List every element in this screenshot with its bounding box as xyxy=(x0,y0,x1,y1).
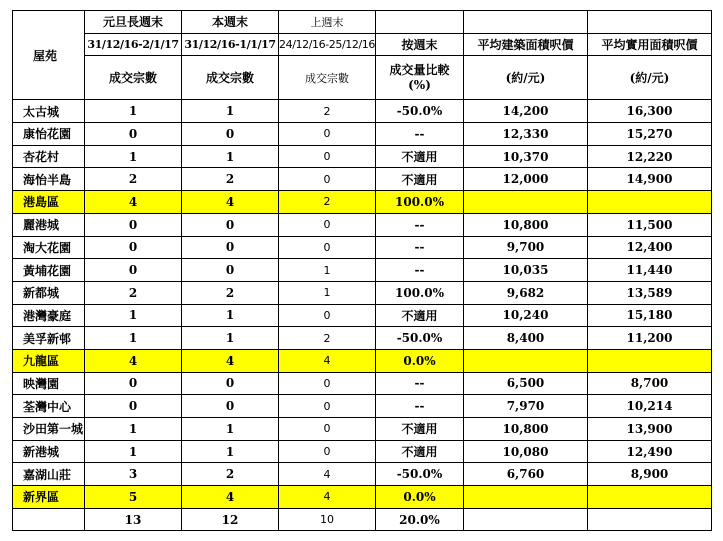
this-weekend-count: 4 xyxy=(182,191,279,214)
build-price-value: 9,700 xyxy=(464,236,588,259)
ratio-value: -50.0% xyxy=(376,463,464,486)
build-price-value xyxy=(464,349,588,372)
build-price-value xyxy=(464,508,588,531)
saleable-price-value xyxy=(588,486,712,509)
district-subtotal-row xyxy=(13,349,712,372)
table-row xyxy=(13,213,712,236)
estate-name: 黃埔花園 xyxy=(13,259,85,282)
last-weekend-count: 1 xyxy=(279,259,376,282)
header-row-1 xyxy=(13,11,712,34)
last-weekend-count: 4 xyxy=(279,463,376,486)
long-weekend-count: 3 xyxy=(85,463,182,486)
header-blank xyxy=(464,11,588,34)
table-row xyxy=(13,440,712,463)
estate-name: 杏花村 xyxy=(13,145,85,168)
ratio-subheader xyxy=(376,56,464,100)
table-row xyxy=(13,236,712,259)
this-weekend-subheader: 成交宗數 xyxy=(182,56,279,100)
last-weekend-count: 0 xyxy=(279,123,376,146)
table-row xyxy=(13,281,712,304)
this-weekend-count: 2 xyxy=(182,168,279,191)
saleable-price-value: 14,900 xyxy=(588,168,712,191)
last-weekend-count: 2 xyxy=(279,327,376,350)
saleable-price-value: 11,200 xyxy=(588,327,712,350)
build-price-value: 10,800 xyxy=(464,418,588,441)
ratio-value: 20.0% xyxy=(376,508,464,531)
last-weekend-count: 0 xyxy=(279,395,376,418)
table-row xyxy=(13,259,712,282)
build-price-value: 10,080 xyxy=(464,440,588,463)
long-weekend-count: 5 xyxy=(85,486,182,509)
this-weekend-date-range: 31/12/16-1/1/17 xyxy=(182,33,279,56)
saleable-price-unit: (約/元) xyxy=(588,56,712,100)
estate-name: 康怡花園 xyxy=(13,123,85,146)
header-blank xyxy=(376,11,464,34)
estate-name: 沙田第一城 xyxy=(13,418,85,441)
ratio-value: 不適用 xyxy=(376,145,464,168)
saleable-price-value: 8,700 xyxy=(588,372,712,395)
long-weekend-count: 1 xyxy=(85,304,182,327)
estate-name: 荃灣中心 xyxy=(13,395,85,418)
build-price-value: 10,240 xyxy=(464,304,588,327)
last-weekend-date-range: 24/12/16-25/12/16 xyxy=(279,33,376,56)
last-weekend-count: 0 xyxy=(279,372,376,395)
last-weekend-header: 上週末 xyxy=(279,11,376,34)
ratio-value: -- xyxy=(376,123,464,146)
estate-name: 太古城 xyxy=(13,100,85,123)
build-price-unit: (約/元) xyxy=(464,56,588,100)
ratio-subheader-line1: 成交量比較 xyxy=(389,62,450,77)
table-row xyxy=(13,327,712,350)
header-row-2 xyxy=(13,33,712,56)
last-weekend-count: 1 xyxy=(279,281,376,304)
header-row-3 xyxy=(13,56,712,100)
long-weekend-count: 0 xyxy=(85,395,182,418)
build-price-value: 10,370 xyxy=(464,145,588,168)
ratio-value: 不適用 xyxy=(376,440,464,463)
ratio-value: -- xyxy=(376,395,464,418)
last-weekend-count: 0 xyxy=(279,418,376,441)
transaction-table xyxy=(12,10,712,531)
estate-name: 淘大花園 xyxy=(13,236,85,259)
estate-name: 映灣園 xyxy=(13,372,85,395)
build-price-value xyxy=(464,191,588,214)
saleable-price-value: 13,589 xyxy=(588,281,712,304)
build-price-value: 10,800 xyxy=(464,213,588,236)
estate-name: 港灣豪庭 xyxy=(13,304,85,327)
ratio-value: 0.0% xyxy=(376,349,464,372)
estate-name: 嘉湖山莊 xyxy=(13,463,85,486)
long-weekend-count: 1 xyxy=(85,440,182,463)
saleable-price-value xyxy=(588,508,712,531)
build-price-value: 9,682 xyxy=(464,281,588,304)
long-weekend-subheader: 成交宗數 xyxy=(85,56,182,100)
build-price-value: 12,000 xyxy=(464,168,588,191)
saleable-price-value: 12,400 xyxy=(588,236,712,259)
saleable-price-value: 12,220 xyxy=(588,145,712,168)
saleable-price-header: 平均實用面積呎價 xyxy=(588,33,712,56)
this-weekend-count: 1 xyxy=(182,327,279,350)
build-price-value: 6,500 xyxy=(464,372,588,395)
estate-name: 新界區 xyxy=(13,486,85,509)
table-row xyxy=(13,168,712,191)
build-price-value: 10,035 xyxy=(464,259,588,282)
table-row xyxy=(13,123,712,146)
ratio-value: 不適用 xyxy=(376,304,464,327)
this-weekend-count: 0 xyxy=(182,259,279,282)
table-row xyxy=(13,395,712,418)
estate-name: 九龍區 xyxy=(13,349,85,372)
ratio-value: -- xyxy=(376,372,464,395)
saleable-price-value: 16,300 xyxy=(588,100,712,123)
this-weekend-count: 0 xyxy=(182,213,279,236)
long-weekend-count: 1 xyxy=(85,100,182,123)
build-price-header: 平均建築面積呎價 xyxy=(464,33,588,56)
last-weekend-count: 10 xyxy=(279,508,376,531)
ratio-header: 按週末 xyxy=(376,33,464,56)
saleable-price-value: 11,440 xyxy=(588,259,712,282)
long-weekend-count: 0 xyxy=(85,123,182,146)
build-price-value: 6,760 xyxy=(464,463,588,486)
long-weekend-count: 1 xyxy=(85,418,182,441)
this-weekend-count: 2 xyxy=(182,281,279,304)
saleable-price-value xyxy=(588,349,712,372)
ratio-value: 不適用 xyxy=(376,418,464,441)
table-row xyxy=(13,418,712,441)
this-weekend-count: 0 xyxy=(182,236,279,259)
last-weekend-count: 0 xyxy=(279,304,376,327)
ratio-value: 100.0% xyxy=(376,281,464,304)
ratio-value: 100.0% xyxy=(376,191,464,214)
table-body xyxy=(13,11,712,531)
ratio-value: 不適用 xyxy=(376,168,464,191)
last-weekend-count: 0 xyxy=(279,236,376,259)
district-subtotal-row xyxy=(13,486,712,509)
ratio-value: 0.0% xyxy=(376,486,464,509)
long-weekend-count: 0 xyxy=(85,372,182,395)
saleable-price-value: 15,180 xyxy=(588,304,712,327)
last-weekend-count: 4 xyxy=(279,349,376,372)
long-weekend-count: 2 xyxy=(85,281,182,304)
this-weekend-count: 1 xyxy=(182,304,279,327)
last-weekend-count: 0 xyxy=(279,168,376,191)
ratio-value: -- xyxy=(376,213,464,236)
long-weekend-count: 4 xyxy=(85,191,182,214)
saleable-price-value: 8,900 xyxy=(588,463,712,486)
long-weekend-header: 元旦長週末 xyxy=(85,11,182,34)
long-weekend-count: 0 xyxy=(85,236,182,259)
this-weekend-count: 4 xyxy=(182,486,279,509)
table-row xyxy=(13,145,712,168)
estate-name: 海怡半島 xyxy=(13,168,85,191)
this-weekend-count: 12 xyxy=(182,508,279,531)
estate-column-header: 屋苑 xyxy=(13,11,85,100)
this-weekend-count: 1 xyxy=(182,418,279,441)
saleable-price-value: 11,500 xyxy=(588,213,712,236)
long-weekend-count: 1 xyxy=(85,145,182,168)
this-weekend-count: 0 xyxy=(182,123,279,146)
last-weekend-subheader: 成交宗數 xyxy=(279,56,376,100)
last-weekend-count: 2 xyxy=(279,100,376,123)
long-weekend-count: 4 xyxy=(85,349,182,372)
saleable-price-value: 12,490 xyxy=(588,440,712,463)
this-weekend-count: 1 xyxy=(182,100,279,123)
header-blank xyxy=(588,11,712,34)
long-weekend-count: 0 xyxy=(85,259,182,282)
totals-row xyxy=(13,508,712,531)
estate-name: 新都城 xyxy=(13,281,85,304)
saleable-price-value: 13,900 xyxy=(588,418,712,441)
build-price-value: 7,970 xyxy=(464,395,588,418)
build-price-value: 14,200 xyxy=(464,100,588,123)
estate-name: 麗港城 xyxy=(13,213,85,236)
this-weekend-count: 2 xyxy=(182,463,279,486)
this-weekend-header: 本週末 xyxy=(182,11,279,34)
this-weekend-count: 1 xyxy=(182,145,279,168)
this-weekend-count: 1 xyxy=(182,440,279,463)
last-weekend-count: 4 xyxy=(279,486,376,509)
table-row xyxy=(13,304,712,327)
estate-name: 港島區 xyxy=(13,191,85,214)
saleable-price-value: 10,214 xyxy=(588,395,712,418)
table-row xyxy=(13,372,712,395)
saleable-price-value xyxy=(588,191,712,214)
long-weekend-count: 2 xyxy=(85,168,182,191)
last-weekend-count: 0 xyxy=(279,440,376,463)
estate-name: 美孚新邨 xyxy=(13,327,85,350)
last-weekend-count: 2 xyxy=(279,191,376,214)
table-row xyxy=(13,100,712,123)
this-weekend-count: 0 xyxy=(182,395,279,418)
ratio-value: -50.0% xyxy=(376,100,464,123)
district-subtotal-row xyxy=(13,191,712,214)
this-weekend-count: 0 xyxy=(182,372,279,395)
this-weekend-count: 4 xyxy=(182,349,279,372)
long-weekend-count: 13 xyxy=(85,508,182,531)
ratio-value: -- xyxy=(376,259,464,282)
last-weekend-count: 0 xyxy=(279,145,376,168)
long-weekend-count: 1 xyxy=(85,327,182,350)
build-price-value: 8,400 xyxy=(464,327,588,350)
ratio-value: -- xyxy=(376,236,464,259)
saleable-price-value: 15,270 xyxy=(588,123,712,146)
build-price-value xyxy=(464,486,588,509)
estate-name xyxy=(13,508,85,531)
long-weekend-count: 0 xyxy=(85,213,182,236)
table-row xyxy=(13,463,712,486)
long-weekend-date-range: 31/12/16-2/1/17 xyxy=(85,33,182,56)
build-price-value: 12,330 xyxy=(464,123,588,146)
ratio-value: -50.0% xyxy=(376,327,464,350)
last-weekend-count: 0 xyxy=(279,213,376,236)
ratio-subheader-line2: (%) xyxy=(408,77,431,92)
estate-name: 新港城 xyxy=(13,440,85,463)
